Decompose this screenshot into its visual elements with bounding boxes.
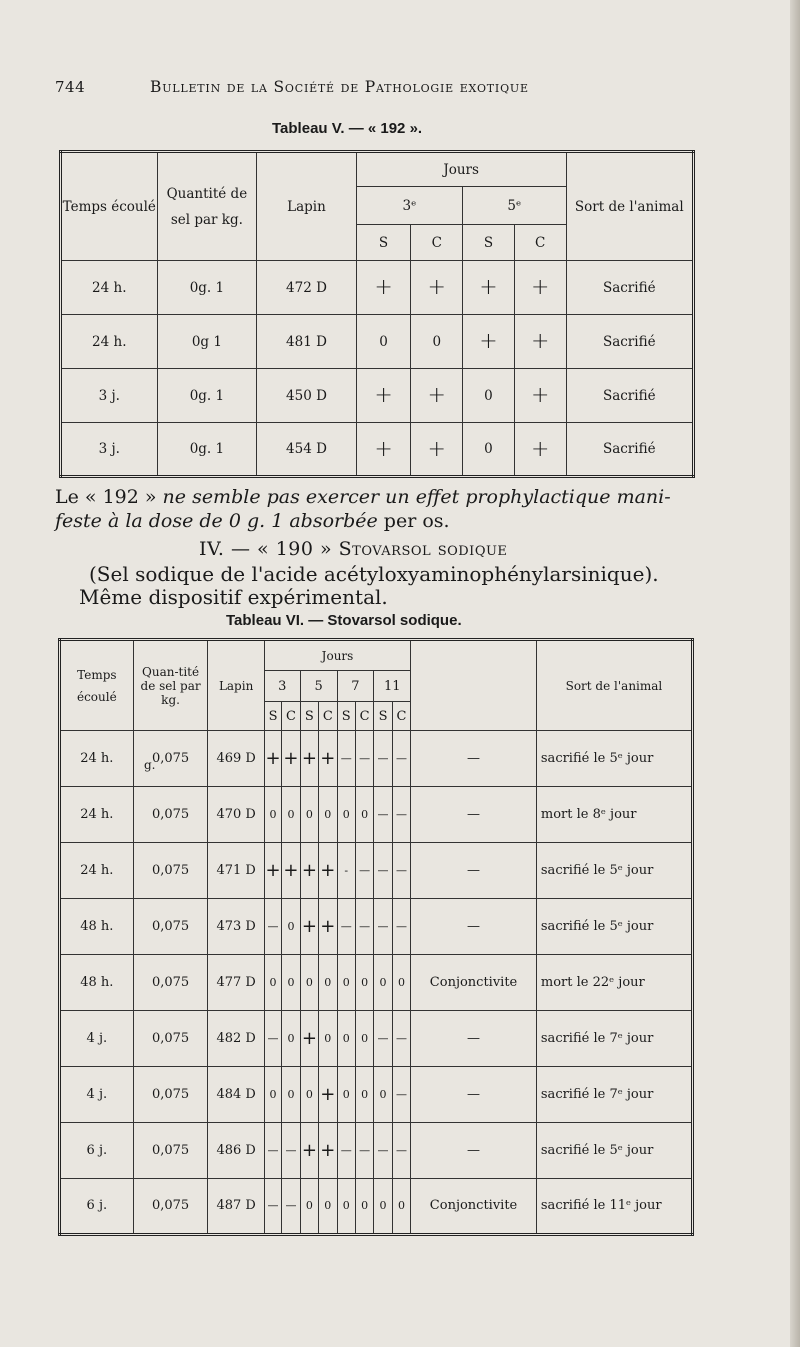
t5-cell: + — [356, 423, 411, 477]
t5-cell: Sacrifié — [566, 261, 693, 315]
t6-cell: 24 h. — [60, 843, 134, 899]
t6-cell: — — [264, 1123, 281, 1179]
t6-cell: 0 — [282, 1011, 300, 1067]
t6-cell: 0 — [282, 1067, 300, 1123]
t6-header-day: 7 — [337, 671, 374, 702]
t5-header-jours: Jours — [356, 152, 566, 187]
t6-header-temps: Temps écoulé — [76, 667, 117, 704]
t5-header-s: S — [463, 225, 515, 261]
t6-body — [60, 731, 693, 1235]
t5-cell: 0g. 1 — [157, 261, 257, 315]
t6-cell: mort le 22ᵉ jour — [536, 955, 692, 1011]
t6-cell: 0 — [392, 1178, 410, 1234]
t5-cell: 0 — [411, 315, 463, 369]
t6-cell: 0,075 — [133, 1123, 208, 1179]
t6-cell: — — [355, 1123, 373, 1179]
page-edge — [790, 0, 800, 1347]
t6-cell: + — [300, 1123, 318, 1179]
t6-cell: sacrifié le 5ᵉ jour — [536, 843, 692, 899]
t5-header-c: C — [411, 225, 463, 261]
t5-row — [61, 261, 694, 315]
t6-cell: 0 — [355, 787, 373, 843]
t6-cell: — — [411, 731, 537, 787]
t6-header-day: 11 — [374, 671, 411, 702]
t6-cell: — — [355, 731, 373, 787]
t6-cell: 0 — [264, 787, 281, 843]
t6-cell: + — [282, 731, 300, 787]
t6-header-quantite: Quan-tité de sel par kg. — [133, 640, 208, 731]
t6-cell: 0,075 — [133, 787, 208, 843]
t5-header-c: C — [514, 225, 566, 261]
t6-cell: 24 h. — [60, 731, 134, 787]
t6-cell: — — [411, 843, 537, 899]
t5-header-sort: Sort de l'animal — [566, 152, 693, 261]
t6-cell: + — [319, 1067, 337, 1123]
t6-cell: — — [374, 1011, 392, 1067]
t5-cell: Sacrifié — [566, 423, 693, 477]
t6-cell: Conjonctivite — [411, 955, 537, 1011]
t6-cell: 0 — [337, 1067, 355, 1123]
t6-row — [60, 1123, 693, 1179]
t6-row — [60, 1178, 693, 1234]
t6-cell: — — [337, 731, 355, 787]
t5-cell: 0g. 1 — [157, 423, 257, 477]
t5-cell: 454 D — [257, 423, 356, 477]
t5-row — [61, 423, 694, 477]
t6-header-c: C — [355, 702, 373, 731]
t6-cell: 0 — [300, 1178, 318, 1234]
t6-header-blank — [411, 640, 537, 731]
t6-cell: — — [337, 899, 355, 955]
t6-cell: — — [374, 787, 392, 843]
t6-cell: — — [411, 1123, 537, 1179]
t6-cell: + — [300, 1011, 318, 1067]
t6-cell: 0 — [392, 955, 410, 1011]
t6-cell: 0 — [374, 1178, 392, 1234]
t6-cell: 0,075 — [133, 899, 208, 955]
t6-header-day: 3 — [264, 671, 300, 702]
t6-header-jours: Jours — [264, 640, 410, 671]
t6-cell: — — [411, 1067, 537, 1123]
table6 — [58, 638, 694, 1236]
t6-cell: 0 — [374, 1067, 392, 1123]
t6-cell: 482 D — [208, 1011, 264, 1067]
t6-row — [60, 787, 693, 843]
t6-cell: 4 j. — [60, 1011, 134, 1067]
t6-row — [60, 1067, 693, 1123]
t6-cell: 48 h. — [60, 955, 134, 1011]
journal-title: Bulletin de la Société de Pathologie exotique — [150, 78, 529, 96]
t5-row — [61, 315, 694, 369]
t6-cell: 0,075 — [133, 731, 208, 787]
t6-cell: + — [300, 843, 318, 899]
t6-cell: + — [264, 843, 281, 899]
t6-cell: — — [392, 731, 410, 787]
table6-caption: Tableau VI. — Stovarsol sodique. — [226, 612, 462, 629]
t6-header-day: 5 — [300, 671, 337, 702]
t6-cell: 0 — [355, 955, 373, 1011]
t6-cell: 0,075 — [133, 843, 208, 899]
t6-cell: 0 — [300, 955, 318, 1011]
t6-cell: sacrifié le 5ᵉ jour — [536, 731, 692, 787]
text-fragment: Le « 192 » — [55, 486, 163, 508]
t6-cell: 0 — [337, 1178, 355, 1234]
t6-header-lapin: Lapin — [208, 640, 264, 731]
t6-cell: 6 j. — [60, 1178, 134, 1234]
t6-cell: 0 — [374, 955, 392, 1011]
t5-cell: + — [514, 369, 566, 423]
t6-cell: — — [392, 1011, 410, 1067]
t6-cell: + — [319, 731, 337, 787]
text-fragment: per os. — [377, 510, 450, 532]
t6-cell: + — [300, 899, 318, 955]
t6-cell: 471 D — [208, 843, 264, 899]
text-fragment-italic: ne semble pas exercer un effet prophylactique mani- — [162, 486, 671, 508]
t6-cell: 0 — [337, 955, 355, 1011]
t6-cell: — — [337, 1123, 355, 1179]
t6-cell: 484 D — [208, 1067, 264, 1123]
t6-cell: 4 j. — [60, 1067, 134, 1123]
t5-cell: + — [411, 369, 463, 423]
t6-cell: Conjonctivite — [411, 1178, 537, 1234]
t5-cell: 0 — [356, 315, 411, 369]
t6-cell: sacrifié le 5ᵉ jour — [536, 899, 692, 955]
t6-cell: 0 — [319, 955, 337, 1011]
t6-cell: 0 — [282, 955, 300, 1011]
t5-cell: 481 D — [257, 315, 356, 369]
t6-cell: 0 — [282, 899, 300, 955]
t6-cell: — — [355, 843, 373, 899]
t5-body — [61, 261, 694, 477]
t6-cell: — — [392, 1067, 410, 1123]
table5-caption: Tableau V. — « 192 ». — [272, 120, 423, 137]
t5-header-s: S — [356, 225, 411, 261]
t6-row — [60, 955, 693, 1011]
t6-cell: — — [374, 843, 392, 899]
t5-cell: 0g 1 — [157, 315, 257, 369]
paragraph-line-4: Même dispositif expérimental. — [79, 585, 388, 609]
t5-cell: Sacrifié — [566, 369, 693, 423]
t6-cell: 0,075 — [133, 1067, 208, 1123]
t6-cell: — — [282, 1123, 300, 1179]
t6-cell: — — [264, 899, 281, 955]
t6-cell: sacrifié le 7ᵉ jour — [536, 1011, 692, 1067]
t5-header-lapin: Lapin — [257, 152, 356, 261]
t6-row — [60, 1011, 693, 1067]
t6-cell: sacrifié le 11ᵉ jour — [536, 1178, 692, 1234]
t5-cell: 0 — [463, 369, 515, 423]
table5 — [59, 150, 695, 478]
t5-cell: + — [514, 315, 566, 369]
t6-cell: 6 j. — [60, 1123, 134, 1179]
page-number: 744 — [55, 78, 86, 96]
t6-cell: + — [300, 731, 318, 787]
paragraph-line-1 — [55, 486, 745, 508]
t6-cell: 0 — [319, 1178, 337, 1234]
t5-cell: + — [463, 315, 515, 369]
t5-cell: + — [463, 261, 515, 315]
t6-header-c: C — [282, 702, 300, 731]
t6-cell: 0 — [300, 1067, 318, 1123]
t6-cell: — — [264, 1178, 281, 1234]
t6-cell: + — [319, 899, 337, 955]
t6-cell: — — [392, 899, 410, 955]
t6-header-c: C — [319, 702, 337, 731]
t6-cell: — — [355, 899, 373, 955]
paragraph-line-2 — [55, 510, 745, 532]
t5-header-day1: 3ᵉ — [356, 187, 462, 225]
t6-cell: + — [319, 843, 337, 899]
paragraph-line-3: (Sel sodique de l'acide acétyloxyaminophénylarsinique). — [89, 562, 659, 586]
t5-header-day2: 5ᵉ — [463, 187, 566, 225]
t5-cell: 450 D — [257, 369, 356, 423]
t6-cell: sacrifié le 7ᵉ jour — [536, 1067, 692, 1123]
t6-cell: 48 h. — [60, 899, 134, 955]
t5-cell: + — [356, 369, 411, 423]
t5-header-quantite: Quantité de sel par kg. — [157, 152, 257, 261]
t6-cell: 0,075 — [133, 1178, 208, 1234]
t6-cell: 0 — [319, 787, 337, 843]
t5-cell: + — [514, 261, 566, 315]
t6-cell: 469 D — [208, 731, 264, 787]
t6-cell: — — [264, 1011, 281, 1067]
t5-cell: 3 j. — [61, 369, 158, 423]
t6-cell: 470 D — [208, 787, 264, 843]
t6-cell: 0 — [355, 1178, 373, 1234]
t6-cell: 0 — [264, 955, 281, 1011]
section-heading: IV. — « 190 » Stovarsol sodique — [199, 538, 508, 560]
t6-unit-label: g. — [144, 758, 156, 772]
t6-row — [60, 899, 693, 955]
t5-cell: Sacrifié — [566, 315, 693, 369]
t6-cell: 0 — [264, 1067, 281, 1123]
t5-header-temps: Temps écoulé — [62, 198, 156, 215]
t6-cell: — — [392, 787, 410, 843]
t6-cell: 0 — [355, 1067, 373, 1123]
t6-cell: 0,075 — [133, 955, 208, 1011]
t6-cell: — — [374, 899, 392, 955]
t6-cell: mort le 8ᵉ jour — [536, 787, 692, 843]
t5-cell: 0 — [463, 423, 515, 477]
t6-cell: 0,075 — [133, 1011, 208, 1067]
t6-cell: 0 — [319, 1011, 337, 1067]
t5-row — [61, 369, 694, 423]
t6-cell: 487 D — [208, 1178, 264, 1234]
t5-cell: 0g. 1 — [157, 369, 257, 423]
t5-cell: + — [411, 261, 463, 315]
t5-cell: + — [411, 423, 463, 477]
t6-cell: 0 — [337, 1011, 355, 1067]
t5-cell: 24 h. — [61, 261, 158, 315]
t5-cell: 472 D — [257, 261, 356, 315]
t6-cell: — — [374, 731, 392, 787]
t5-cell: 24 h. — [61, 315, 158, 369]
t6-cell: — — [374, 1123, 392, 1179]
t6-cell: — — [411, 1011, 537, 1067]
t6-cell: 477 D — [208, 955, 264, 1011]
t6-row — [60, 843, 693, 899]
t6-header-s: S — [374, 702, 392, 731]
t6-cell: + — [264, 731, 281, 787]
t6-cell: — — [411, 787, 537, 843]
t6-header-c: C — [392, 702, 410, 731]
t6-cell: sacrifié le 5ᵉ jour — [536, 1123, 692, 1179]
t6-cell: — — [411, 899, 537, 955]
text-fragment-italic: feste à la dose de 0 g. 1 absorbée — [55, 510, 378, 532]
t6-cell: — — [392, 1123, 410, 1179]
t6-header-s: S — [300, 702, 318, 731]
t6-cell: — — [282, 1178, 300, 1234]
t6-cell: - — [337, 843, 355, 899]
t6-cell: 0 — [300, 787, 318, 843]
t6-cell: + — [319, 1123, 337, 1179]
t6-cell: 0 — [355, 1011, 373, 1067]
t6-cell: 0 — [282, 787, 300, 843]
t6-header-sort: Sort de l'animal — [536, 640, 692, 731]
t6-cell: 24 h. — [60, 787, 134, 843]
t5-cell: + — [356, 261, 411, 315]
t6-header-s: S — [264, 702, 281, 731]
t5-cell: 3 j. — [61, 423, 158, 477]
t5-cell: + — [514, 423, 566, 477]
t6-header-s: S — [337, 702, 355, 731]
t6-cell: 0 — [337, 787, 355, 843]
t6-cell: — — [392, 843, 410, 899]
t6-cell: + — [282, 843, 300, 899]
t6-cell: 473 D — [208, 899, 264, 955]
t6-cell: 486 D — [208, 1123, 264, 1179]
